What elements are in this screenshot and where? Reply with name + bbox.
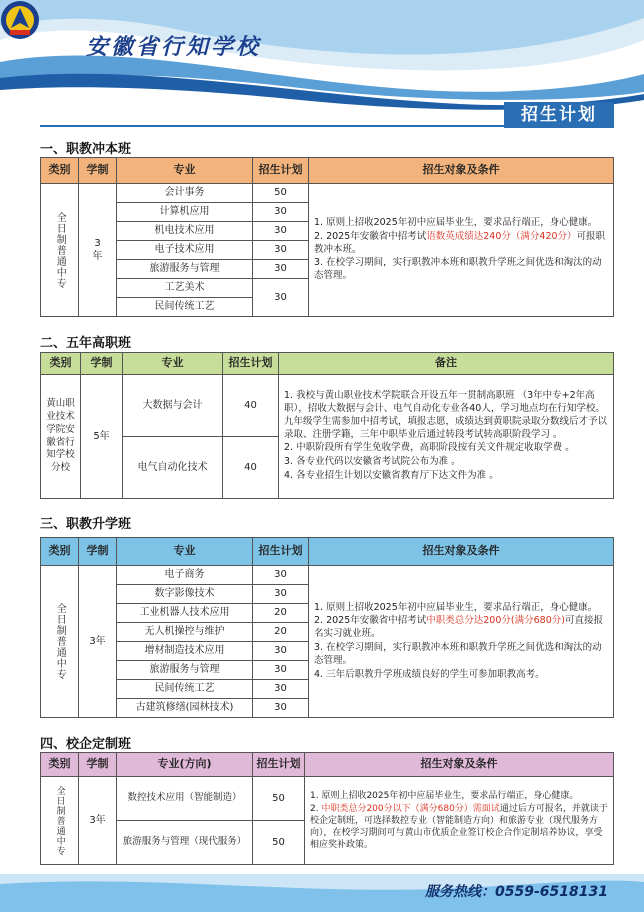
category-cell: 全日制普通中专 xyxy=(54,603,66,680)
col-header: 专业(方向) xyxy=(117,753,253,777)
service-hotline: 服务热线：0559-6518131 xyxy=(425,884,608,900)
condition-1: 1. 原则上招收2025年初中应届毕业生，要求品行端正，身心健康。 xyxy=(314,216,598,228)
school-logo xyxy=(0,0,40,40)
condition-4: 4. 三年后职教升学班成绩良好的学生可参加职教高考。 xyxy=(314,668,545,680)
section-title-4: 四、校企定制班 xyxy=(40,737,132,752)
condition-text: 通过后方可报名，并就读于校企定制班，可选择数控专业（智能制造方向）和旅游专业（现代服务方向），在校学习期间可与黄山市优质企业签订校企合作定制培养协议，享受相应奖补政策。 xyxy=(310,803,608,851)
quota-cell: 50 xyxy=(253,821,305,865)
quota-cell: 30 xyxy=(253,222,309,241)
col-header: 招生计划 xyxy=(253,158,309,184)
col-header: 学制 xyxy=(79,753,117,777)
col-header: 学制 xyxy=(79,538,117,566)
quota-cell: 30 xyxy=(253,203,309,222)
conditions-cell xyxy=(309,184,614,317)
quota-cell: 20 xyxy=(253,623,309,642)
condition-text: 2. xyxy=(310,803,322,814)
major-cell: 旅游服务与管理 xyxy=(117,260,253,279)
school-name: 安徽省行知学校 xyxy=(86,34,262,60)
note-1: 1. 我校与黄山职业技术学院联合开设五年一贯制高职班 （3年中专+2年高职），招收大数据与会计、电气自动化专业各40人，学习地点均在行知学校。九年级学生需参加中招考试，填报志愿，成绩达到黄职院录取分数线后才予以录取、注册学籍，三年中职毕业后通过转段考试转高职阶段学习 。 xyxy=(284,390,608,440)
note-3: 3. 各专业代码以安徽省考试院公布为准 。 xyxy=(284,456,461,468)
col-header: 专业 xyxy=(117,158,253,184)
quota-cell: 30 xyxy=(253,699,309,718)
major-cell: 电子商务 xyxy=(117,566,253,585)
col-header: 类别 xyxy=(41,158,79,184)
col-header: 备注 xyxy=(279,353,614,375)
divider xyxy=(40,125,614,127)
plan-title: 招生计划 xyxy=(504,102,614,128)
major-cell: 工艺美术 xyxy=(117,279,253,298)
major-cell: 民间传统工艺 xyxy=(117,680,253,699)
quota-cell: 30 xyxy=(253,585,309,604)
condition-highlight: 中职类总分200分以下（满分680分）需面试 xyxy=(321,803,500,814)
quota-cell: 30 xyxy=(253,241,309,260)
quota-cell: 20 xyxy=(253,604,309,623)
quota-cell: 30 xyxy=(253,260,309,279)
section-title-1: 一、职教冲本班 xyxy=(40,142,132,157)
quota-cell: 30 xyxy=(253,661,309,680)
major-cell: 无人机操控与维护 xyxy=(117,623,253,642)
conditions-cell xyxy=(305,777,614,865)
notes-cell xyxy=(279,375,614,499)
quota-cell: 30 xyxy=(253,680,309,699)
condition-text: 可直接报名实习就业班。 xyxy=(314,615,603,640)
condition-1: 1. 原则上招收2025年初中应届毕业生，要求品行端正，身心健康。 xyxy=(310,790,579,801)
quota-cell: 50 xyxy=(253,777,305,821)
col-header: 招生计划 xyxy=(253,753,305,777)
col-header: 招生计划 xyxy=(223,353,279,375)
major-cell: 电气自动化技术 xyxy=(123,437,223,499)
major-cell: 计算机应用 xyxy=(117,203,253,222)
col-header: 类别 xyxy=(41,538,79,566)
condition-1: 1. 原则上招收2025年初中应届毕业生，要求品行端正，身心健康。 xyxy=(314,601,598,613)
condition-text: 2. 2025年安徽省中招考试 xyxy=(314,230,427,242)
condition-text: 2. 2025年安徽省中招考试 xyxy=(314,615,427,627)
col-header: 招生计划 xyxy=(253,538,309,566)
condition-highlight: 语数英成绩达240分（满分420分） xyxy=(426,230,577,242)
note-4: 4. 各专业招生计划以安徽省教育厅下达文件为准 。 xyxy=(284,470,499,482)
quota-cell: 50 xyxy=(253,184,309,203)
conditions-cell xyxy=(309,566,614,718)
major-cell: 古建筑修缮(园林技术) xyxy=(117,699,253,718)
quota-cell: 40 xyxy=(223,375,279,437)
quota-cell: 30 xyxy=(253,279,309,317)
col-header: 专业 xyxy=(117,538,253,566)
table-section-4 xyxy=(40,752,614,865)
col-header: 学制 xyxy=(79,158,117,184)
table-section-3 xyxy=(40,537,614,718)
col-header: 类别 xyxy=(41,753,79,777)
note-2: 2. 中职阶段所有学生免收学费，高职阶段按有关文件规定收取学费 。 xyxy=(284,442,575,454)
category-cell: 全日制普通中专 xyxy=(54,785,65,856)
condition-2 xyxy=(314,615,608,641)
category-cell: 全日制普通中专 xyxy=(54,211,66,289)
major-cell: 工业机器人技术应用 xyxy=(117,604,253,623)
years-cell: 5年 xyxy=(81,375,123,499)
category-cell: 黄山职业技术学院安徽省行知学校分校 xyxy=(41,375,81,499)
col-header: 学制 xyxy=(81,353,123,375)
table-section-1 xyxy=(40,157,614,317)
major-cell: 电子技术应用 xyxy=(117,241,253,260)
col-header: 类别 xyxy=(41,353,81,375)
major-cell: 旅游服务与管理（现代服务） xyxy=(117,821,253,865)
quota-cell: 40 xyxy=(223,437,279,499)
major-cell: 数控技术应用（智能制造） xyxy=(117,777,253,821)
major-cell: 机电技术应用 xyxy=(117,222,253,241)
years-cell: 3 年 xyxy=(79,184,117,317)
condition-highlight: 中职类总分达200分(满分680分) xyxy=(426,615,565,627)
major-cell: 大数据与会计 xyxy=(123,375,223,437)
quota-cell: 30 xyxy=(253,566,309,585)
years-cell: 3年 xyxy=(79,566,117,718)
years-cell: 3年 xyxy=(79,777,117,865)
condition-3: 3. 在校学习期间，实行职教冲本班和职教升学班之间优选和淘汰的动态管理。 xyxy=(314,257,602,282)
section-title-3: 三、职教升学班 xyxy=(40,517,132,532)
col-header: 招生对象及条件 xyxy=(309,158,614,184)
col-header: 专业 xyxy=(123,353,223,375)
quota-cell: 30 xyxy=(253,642,309,661)
col-header: 招生对象及条件 xyxy=(309,538,614,566)
major-cell: 数字影像技术 xyxy=(117,585,253,604)
major-cell: 旅游服务与管理 xyxy=(117,661,253,680)
condition-3: 3. 在校学习期间，实行职教冲本班和职教升学班之间优选和淘汰的动态管理。 xyxy=(314,642,602,666)
section-title-2: 二、五年高职班 xyxy=(40,336,132,351)
condition-2 xyxy=(314,231,608,257)
condition-2 xyxy=(310,803,608,852)
major-cell: 会计事务 xyxy=(117,184,253,203)
table-section-2 xyxy=(40,352,614,499)
major-cell: 民间传统工艺 xyxy=(117,298,253,317)
col-header: 招生对象及条件 xyxy=(305,753,614,777)
condition-text: 可报职教冲本班。 xyxy=(314,230,606,255)
major-cell: 增材制造技术应用 xyxy=(117,642,253,661)
